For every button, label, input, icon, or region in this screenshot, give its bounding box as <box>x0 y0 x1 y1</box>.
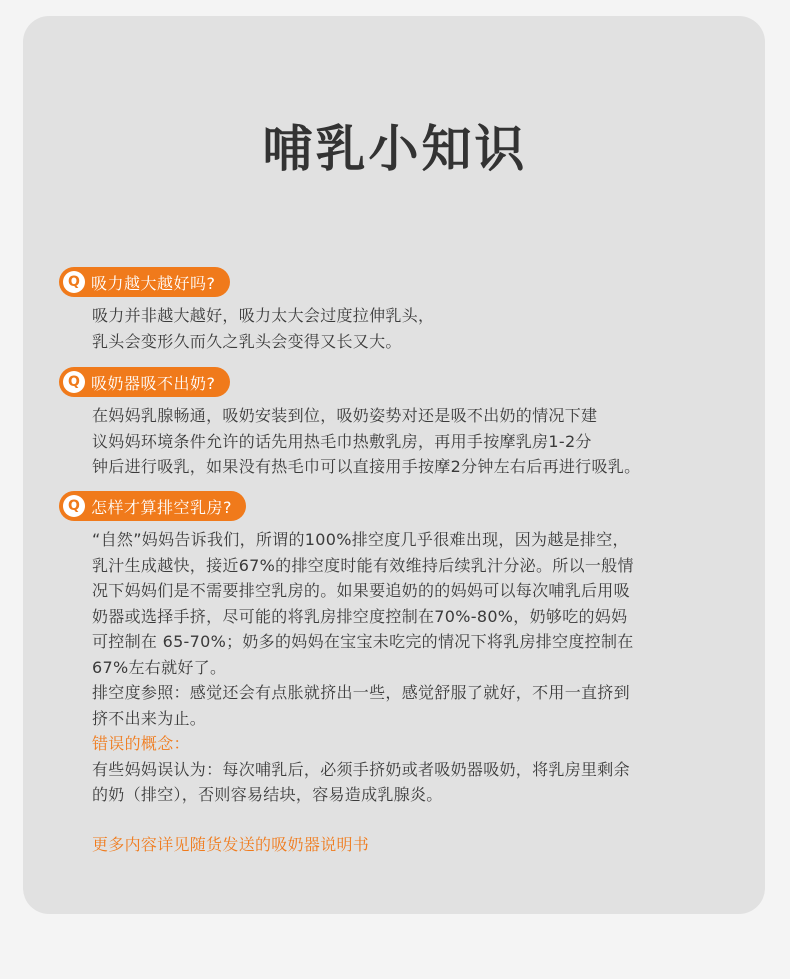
answer-line: 议妈妈环境条件允许的话先用热毛巾热敷乳房，再用手按摩乳房1-2分 <box>92 431 592 451</box>
answer-line: 可控制在 65-70%；奶多的妈妈在宝宝未吃完的情况下将乳房排空度控制在 <box>92 632 634 651</box>
answer-line: 乳头会变形久而久之乳头会变得又长又大。 <box>92 331 402 351</box>
answer-line: 乳汁生成越快，接近67%的排空度时能有效维持后续乳汁分泌。所以一般情 <box>92 555 634 575</box>
answer-line: 吸力并非越大越好，吸力太大会过度拉伸乳头， <box>92 306 435 325</box>
question-label: 怎样才算排空乳房? <box>91 497 232 517</box>
misconception-label: 错误的概念： <box>92 734 190 753</box>
question-label: 吸力越大越好吗? <box>91 273 216 293</box>
answer-line: 排空度参照：感觉还会有点胀就挤出一些，感觉舒服了就好，不用一直挤到 <box>92 683 630 702</box>
question-pill-emptying <box>59 491 246 521</box>
q-icon: Q <box>63 371 85 393</box>
answer-no-milk <box>92 403 712 480</box>
answer-line: 67%左右就好了。 <box>92 657 227 677</box>
page-title: 哺乳小知识 <box>262 120 528 178</box>
answer-line: 在妈妈乳腺畅通，吸奶安装到位，吸奶姿势对还是吸不出奶的情况下建 <box>92 406 598 425</box>
answer-line: “自然”妈妈告诉我们，所谓的100%排空度几乎很难出现，因为越是排空， <box>92 530 629 549</box>
question-label: 吸奶器吸不出奶? <box>91 373 216 393</box>
answer-line: 挤不出来为止。 <box>92 708 207 728</box>
answer-line: 况下妈妈们是不需要排空乳房的。如果要追奶的的妈妈可以每次哺乳后用吸 <box>92 581 630 600</box>
answer-line: 钟后进行吸乳，如果没有热毛巾可以直接用手按摩2分钟左右后再进行吸乳。 <box>92 457 641 476</box>
q-icon: Q <box>63 271 85 293</box>
question-pill-suction <box>59 267 230 297</box>
answer-emptying <box>92 527 712 808</box>
q-icon: Q <box>63 495 85 517</box>
misconception-line: 有些妈妈误认为：每次哺乳后，必须手挤奶或者吸奶器吸奶，将乳房里剩余 <box>92 759 630 779</box>
manual-reference-note: 更多内容详见随货发送的吸奶器说明书 <box>92 835 370 854</box>
misconception-line: 的奶（排空），否则容易结块，容易造成乳腺炎。 <box>92 785 443 804</box>
answer-suction <box>92 303 712 354</box>
answer-line: 奶器或选择手挤，尽可能的将乳房排空度控制在70%-80%，奶够吃的妈妈 <box>92 606 628 626</box>
question-pill-no-milk <box>59 367 230 397</box>
